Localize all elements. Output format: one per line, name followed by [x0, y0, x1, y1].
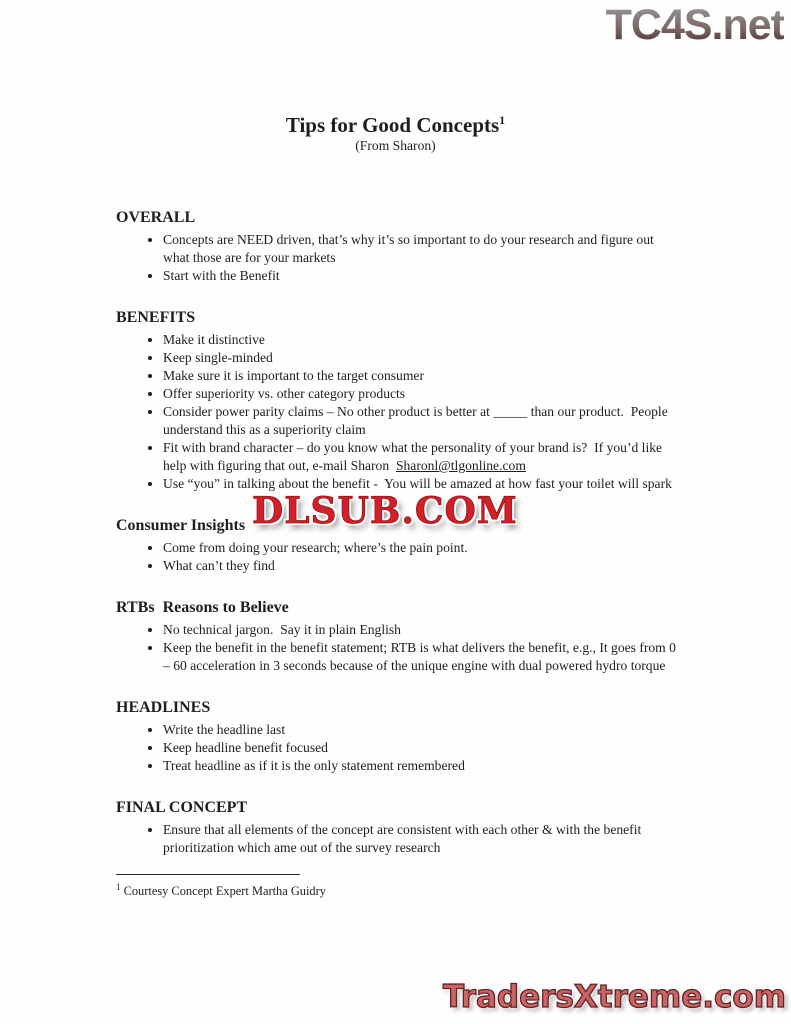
- bullet-text: Keep headline benefit focused: [163, 740, 328, 755]
- bullet-text: No technical jargon. Say it in plain English: [163, 622, 401, 637]
- bullet-text: What can’t they find: [163, 558, 275, 573]
- watermark-tc4s: TC4S.net: [605, 1, 784, 49]
- bullet-list: [116, 821, 676, 857]
- page-title-text: Tips for Good Concepts: [285, 113, 500, 137]
- footnote: [116, 874, 791, 900]
- bullet-item: [163, 349, 676, 367]
- footnote-text: [116, 879, 791, 900]
- bullet-item: [163, 557, 676, 575]
- section-headlines: [116, 699, 676, 775]
- bullet-item: [163, 721, 676, 739]
- bullet-text: Keep single-minded: [163, 350, 273, 365]
- section-heading: Consumer Insights: [116, 517, 246, 534]
- footnote-marker: 1: [116, 882, 121, 892]
- bullet-item: [163, 385, 676, 403]
- bullet-item: [163, 331, 676, 349]
- bullet-text: Use “you” in talking about the benefit - You will be amazed at how fast your toilet will spark: [163, 476, 672, 491]
- bullet-list: [116, 331, 676, 493]
- bullet-item: [163, 231, 676, 267]
- section-heading: HEADLINES: [116, 699, 211, 716]
- title-footnote-marker: 1: [499, 113, 506, 127]
- section-heading: FINAL CONCEPT: [116, 799, 248, 816]
- footnote-body: Courtesy Concept Expert Martha Guidry: [120, 884, 326, 899]
- bullet-list: [116, 231, 676, 285]
- bullet-item: [163, 821, 676, 857]
- title-block: [0, 108, 791, 155]
- section-heading: BENEFITS: [116, 309, 196, 326]
- bullet-item: [163, 367, 676, 385]
- bullet-text: Ensure that all elements of the concept are consistent with each other & with the benefit prioritization which ame out of the survey research: [163, 822, 645, 855]
- bullet-text: Start with the Benefit: [163, 268, 280, 283]
- bullet-item: [163, 439, 676, 475]
- footnote-divider: [116, 874, 300, 875]
- bullet-item: [163, 639, 680, 675]
- bullet-text: Write the headline last: [163, 722, 286, 737]
- document-body: [116, 209, 680, 857]
- bullet-text: Make sure it is important to the target consumer: [163, 368, 424, 383]
- bullet-item: [163, 403, 676, 439]
- bullet-text: Consider power parity claims – No other product is better at _____ than our product. People understand this as a superiority claim: [163, 404, 672, 437]
- bullet-text: Treat headline as if it is the only statement remembered: [163, 758, 465, 773]
- section-heading: RTBs Reasons to Believe: [116, 599, 289, 616]
- bullet-text: Concepts are NEED driven, that’s why it’s so important to do your research and figure out what those are for your markets: [163, 232, 658, 265]
- bullet-list: [116, 721, 676, 775]
- watermark-dlsub: DLSUB.COM: [252, 490, 518, 532]
- bullet-item: [163, 539, 676, 557]
- bullet-list: [116, 621, 680, 675]
- section-overall: [116, 209, 676, 285]
- bullet-item: [163, 757, 676, 775]
- watermark-tradersxtreme: TradersXtreme.com: [442, 979, 786, 1015]
- bullet-item: [163, 267, 676, 285]
- section-benefits: [116, 309, 676, 493]
- page-subtitle: (From Sharon): [355, 138, 436, 153]
- page-title: [0, 108, 791, 137]
- email-link[interactable]: Sharonl@tlgonline.com: [395, 458, 526, 473]
- section-heading: OVERALL: [116, 209, 196, 226]
- bullet-text: Make it distinctive: [163, 332, 265, 347]
- bullet-item: [163, 621, 676, 639]
- bullet-text: Keep the benefit in the benefit statement; RTB is what delivers the benefit, e.g., It goes from 0 – 60 acceleration in 3 seconds because of the unique engine with dual powered hydro torque: [163, 640, 680, 673]
- bullet-list: [116, 539, 676, 575]
- bullet-item: [163, 739, 676, 757]
- section-rtbs-reasons-to-believe: [116, 599, 680, 675]
- bullet-text: Fit with brand character – do you know what the personality of your brand is? If you’d like help with figuring that out, e-mail Sharon: [163, 440, 666, 473]
- bullet-text: Offer superiority vs. other category products: [163, 386, 406, 401]
- section-final-concept: [116, 799, 676, 857]
- bullet-text: Come from doing your research; where’s the pain point.: [163, 540, 468, 555]
